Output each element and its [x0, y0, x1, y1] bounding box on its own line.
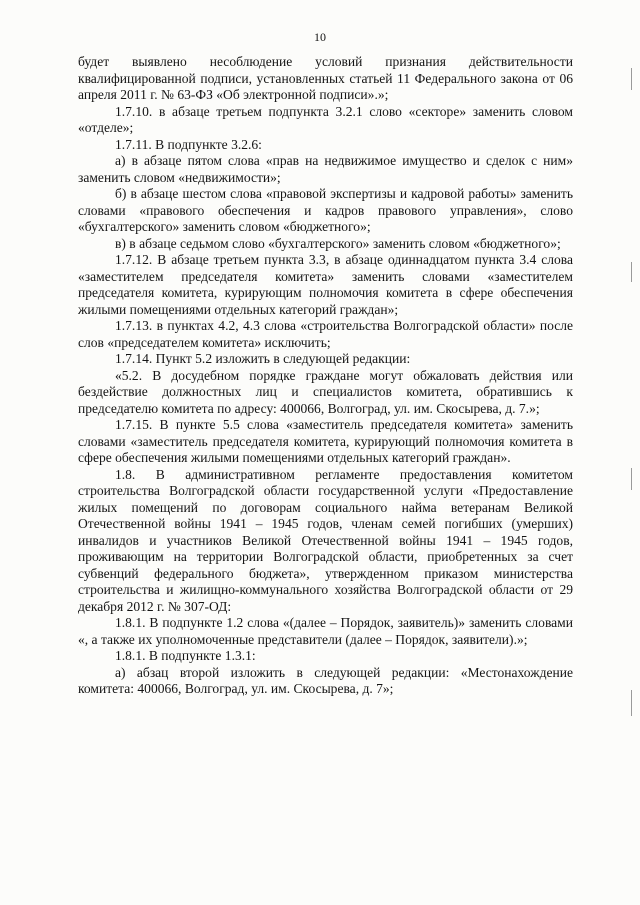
scan-edge-mark — [631, 468, 632, 490]
paragraph-1-7-11-b: б) в абзаце шестом слова «правовой экспертизы и кадровой работы» заменить словами «правового обеспечения и кадров правового управления», слово «бухгалтерского» заменить словом «бюджетного»; — [78, 186, 573, 234]
paragraph-1-7-11-a: а) в абзаце пятом слова «прав на недвижимое имущество и сделок с ним» заменить словом «недвижимости»; — [78, 153, 573, 185]
paragraph-1-8: 1.8. В административном регламенте предоставления комитетом строительства Волгоградской области государственной услуги «Предоставление жилых помещений по договорам социального найма ветеранам Великой Отечественной войны 1941 – 1945 годов, членам семей погибших (умерших) инвалидов и участников Великой Отечественной войны 1941 – 1945 годов, проживающим на территории Волгоградской области, приобретенных за счет субвенций федерального бюджета», утвержденном приказом министерства строительства и жилищно-коммунального хозяйства Волгоградской области от 29 декабря 2012 г. № 307-ОД: — [78, 466, 573, 614]
paragraph-1-8-1-second: 1.8.1. В подпункте 1.3.1: — [115, 648, 256, 663]
paragraph-1-7-12: 1.7.12. В абзаце третьем пункта 3.3, в абзаце одиннадцатом пункта 3.4 слова «заместителем председателя комитета» заменить словами «заместителем председателя комитета, курирующим полномочия комитета в сфере обеспечения жилыми помещениями отдельных категорий граждан»; — [78, 252, 573, 317]
page-number: 10 — [314, 30, 326, 44]
scan-edge-mark — [631, 262, 632, 282]
paragraph-continuation: будет выявлено несоблюдение условий признания действительности квалифицированной подписи, установленных статьей 11 Федерального закона от 06 апреля 2011 г. № 63-ФЗ «Об электронной подписи».»; — [78, 54, 573, 102]
paragraph-1-7-10: 1.7.10. в абзаце третьем подпункта 3.2.1 слово «секторе» заменить словом «отделе»; — [78, 103, 573, 135]
paragraph-5-2-quote: «5.2. В досудебном порядке граждане могут обжаловать действия или бездействие должностных лиц и специалистов комитета, обратившись к председателю комитета по адресу: 400066, Волгоград, ул. им. Скосырева, д. 7.»; — [78, 367, 573, 416]
paragraph-1-7-11: 1.7.11. В подпункте 3.2.6: — [115, 136, 262, 152]
paragraph-1-7-15: 1.7.15. В пункте 5.5 слова «заместитель председателя комитета» заменить словами «заместитель председателя комитета, курирующий полномочия комитета в сфере обеспечения жилыми помещениями отдельных категорий граждан». — [78, 417, 573, 465]
paragraph-1-7-11-v: в) в абзаце седьмом слово «бухгалтерского» заменить словом «бюджетного»; — [115, 235, 561, 251]
document-body — [78, 54, 573, 698]
scan-edge-mark — [631, 690, 632, 716]
paragraph-1-8-1-a: а) абзац второй изложить в следующей редакции: «Местонахождение комитета: 400066, Волгоград, ул. им. Скосырева, д. 7»; — [78, 664, 573, 696]
paragraph-1-7-14: 1.7.14. Пункт 5.2 изложить в следующей редакции: — [115, 351, 411, 366]
scan-edge-mark — [631, 68, 632, 90]
paragraph-1-7-13: 1.7.13. в пунктах 4.2, 4.3 слова «строительства Волгоградской области» после слов «председателем комитета» исключить; — [78, 318, 573, 350]
paragraph-1-8-1-first: 1.8.1. В подпункте 1.2 слова «(далее – Порядок, заявитель)» заменить словами «, а также их уполномоченные представители (далее – Порядок, заявители).»; — [78, 615, 573, 647]
